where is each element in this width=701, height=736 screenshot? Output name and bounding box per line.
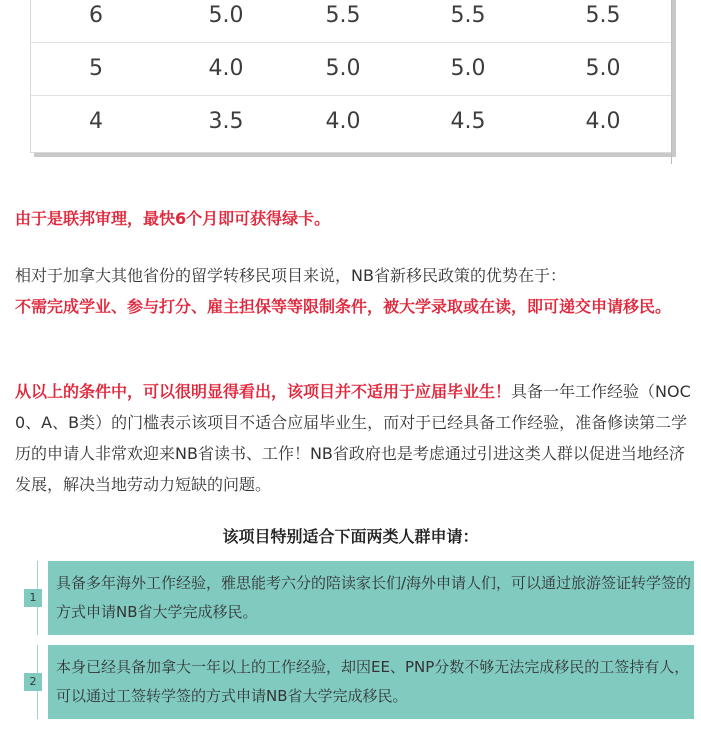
- intro-red-text: 不需完成学业、参与打分、雇主担保等等限制条件，被大学录取或在读，即可递交申请移民。: [15, 297, 672, 316]
- conclusion-text: 具备一年工作经验（NOC 0、A、B类）的门槛表示该项目不适合应届毕业生，而对于已经具备工作经验，准备修读第二学历的申请人非常欢迎来NB省读书、工作！NB省政府也是考虑通过引进这类人群以促进当地经济发展，解决当地劳动力短缺的问题。: [15, 382, 691, 494]
- table-cell: 6: [89, 3, 103, 28]
- table-row: [31, 43, 671, 96]
- table-cell: 5.0: [450, 56, 486, 81]
- table-cell: 5: [89, 56, 103, 81]
- list-item: [24, 561, 694, 635]
- highlight-line: 由于是联邦审理，最快6个月即可获得绿卡。: [15, 209, 331, 228]
- table-row: [31, 96, 671, 148]
- intro-paragraph: [15, 260, 695, 322]
- table-cell: 5.5: [450, 3, 486, 28]
- list-number-badge: 1: [24, 589, 42, 607]
- intro-text: 相对于加拿大其他省份的留学转移民项目来说，NB省新移民政策的优势在于：: [15, 266, 566, 285]
- list-item-text: 本身已经具备加拿大一年以上的工作经验，却因EE、PNP分数不够无法完成移民的工签持有人，可以通过工签转学签的方式申请NB省大学完成移民。: [48, 645, 694, 719]
- score-table: [30, 0, 672, 153]
- table-cell: 4.0: [585, 109, 621, 134]
- table-cell: 5.5: [585, 3, 621, 28]
- list-number-badge: 2: [24, 673, 42, 691]
- conclusion-red-text: 从以上的条件中，可以很明显得看出，该项目并不适用于应届毕业生！: [15, 382, 512, 401]
- list-item-text: 具备多年海外工作经验，雅思能考六分的陪读家长们/海外申请人们，可以通过旅游签证转学签的方式申请NB省大学完成移民。: [48, 561, 694, 635]
- table-cell: 4.0: [325, 109, 361, 134]
- table-cell: 4.0: [208, 56, 244, 81]
- table-cell: 5.0: [325, 56, 361, 81]
- conclusion-paragraph: [15, 376, 695, 500]
- section-title: 该项目特别适合下面两类人群申请：: [222, 527, 479, 546]
- table-cell: 4.5: [450, 109, 486, 134]
- table-cell: 3.5: [208, 109, 244, 134]
- table-cell: 4: [89, 109, 103, 134]
- table-cell: 5.0: [585, 56, 621, 81]
- table-row: [31, 0, 671, 43]
- list-item: [24, 645, 694, 719]
- table-edge-divider: [671, 0, 672, 164]
- table-cell: 5.5: [325, 3, 361, 28]
- table-cell: 5.0: [208, 3, 244, 28]
